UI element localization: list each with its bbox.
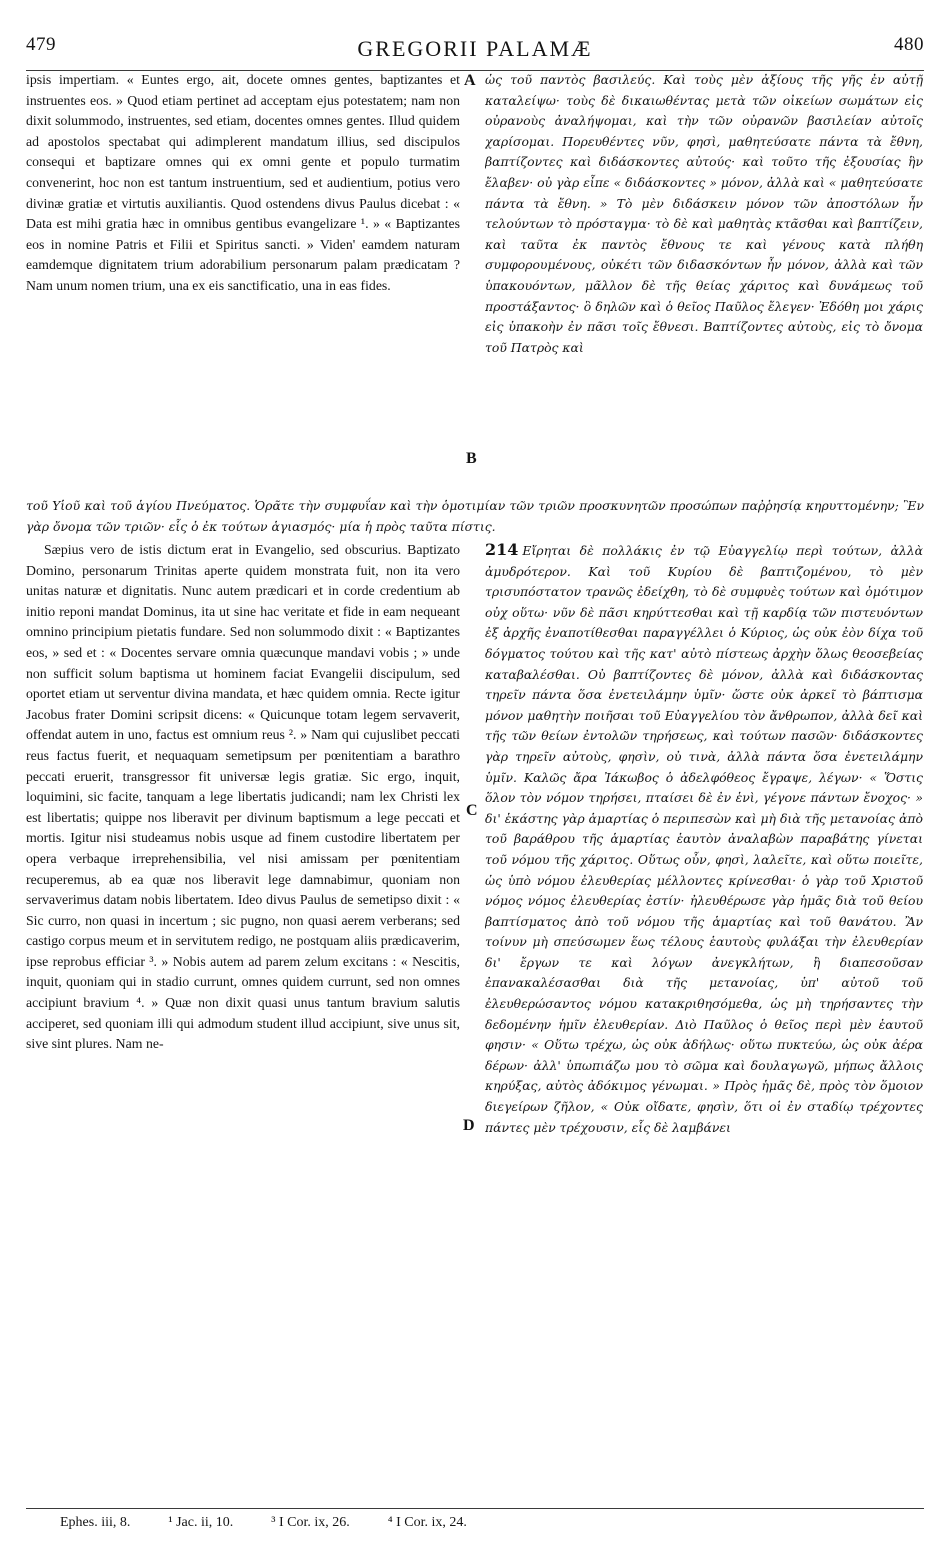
greek-paragraph-2-text: Εἴρηται δὲ πολλάκις ἐν τῷ Εὐαγγελίῳ περὶ τούτων, ἀλλὰ ἀμυδρότερον. Καὶ τοῦ Κυρίου δὲ βαπτιζομένου, τὸ μὲν τρισυπόστατον τρανῶς ἐδείχθη, τὸ δὲ συμφυὲς τούτων καὶ ὁμότιμον οὐχ οὕτω· νῦν δὲ πᾶσι κηρύττεσθαι καὶ τῇ καρδίᾳ τῶν πιστευόντων ἐξ ἀρχῆς ἐναποτίθεσθαι παραγγέλλει ὁ Κύριος, ὡς οὐκ ἐὸν δίχα τοῦ δόγματος τούτου καὶ τῆς κατ' αὐτὸ πίστεως ἀρχὴν ὅλως θεοσεβείας καταβαλέσθαι. Οὐ βαπτίζοντες δὲ μόνον, ἀλλὰ καὶ διδάσκοντας τηρεῖν πάντα ὅσα ἐνετειλάμην ὑμῖν· ὥστε οὐκ ἀρκεῖ τὸ βάπτισμα μόνον μαθητὴν ποιῆσαι τοῦ Εὐαγγελίου τὸν ἄνθρωπον, ἀλλὰ δεῖ καὶ τῆς τῶν θείων ἐντολῶν τηρήσεως, καὶ τούτων πασῶν· διδάσκοντες γὰρ τηρεῖν αὐτοὺς, φησὶν, οὐ τινὰ, ἀλλὰ πάντα ὅσα ἐνετειλάμην ὑμῖν. Καλῶς ἄρα Ἰάκωβος ὁ ἀδελφόθεος ἔγραψε, λέγων· « Ὅστις ὅλον τὸν νόμον τηρήσει, πταίσει δὲ ἐν ἑνὶ, γέγονε πάντων ἔνοχος· » δι' ἑκάστης γὰρ ἁμαρτίας ὁ περιπεσὼν καὶ μὴ διὰ τῆς μετανοίας ἀπὸ τοῦ βαράθρου τῆς ἁμαρτίας ἑαυτὸν ἀναλαβὼν παραβάτης γίνεται τοῦ νόμου τῆς χάριτος. Οὕτως οὖν, φησὶ, λαλεῖτε, καὶ οὕτω ποιεῖτε, ὡς ὑπὸ νόμου ἐλευθερίας μέλλοντες κρίνεσθαι· ὁ γὰρ τοῦ Χριστοῦ νόμος νόμος ἐλευθερίας ἐστίν· ἠλευθέρωσε γὰρ ἡμᾶς διὰ τοῦ θείου βαπτίσματος ἀπὸ τοῦ νόμου τῆς ἁμαρτίας καὶ τοῦ θανάτου. Ἂν τοίνυν μὴ σπεύσωμεν ἕως τέλους ἑαυτοὺς φυλάξαι τὴν ἐλευθερίαν δι' ἔργων τε καὶ λόγων ἀνεγκλήτων, ἢ διαπεσοῦσαν ἐπανακαλέσασθαι διὰ τῆς μετανοίας, ὑπ' αὐτοῦ τοῦ ἐλευθερώσαντος νόμου κατακριθησόμεθα, ὡς μὴ τηρήσαντες τὴν δεδομένην ἡμῖν ἐλευθερίαν. Διὸ Παῦλος ὁ θεῖος περὶ μὲν ἑαυτοῦ φησιν· « Οὕτω τρέχω, ὡς οὐκ ἀδήλως· οὕτω πυκτεύω, ὡς οὐκ ἀέρα δέρων· ἀλλ' ὑπωπιάζω μου τὸ σῶμα καὶ δουλαγωγῶ, μήπως ἄλλοις κηρύξας, αὐτὸς ἀδόκιμος γένωμαι. » Πρὸς ἡμᾶς δὲ, πρὸς τὸν ὅμοιον διεγείρων ζῆλον, « Οὐκ οἴδατε, φησὶν, ὅτι οἱ ἐν σταδίῳ τρέχοντες πάντες μὲν τρέχουσιν, εἷς δὲ λαμβάνει: [485, 543, 923, 1135]
latin-column: [26, 70, 460, 496]
latin-paragraph-1: ipsis impertiam. « Euntes ergo, ait, docete omnes gentes, baptizantes et instruentes eos. » Quod etiam pertinet ad acceptam ejus potestatem; nam non dixit solummodo, instruentes, sed etiam, docentes omnes gentes. Illud quidem ad apostolos spectabat qui adimplerent mandatum illius, sed discipulos consequi et baptizare omnes qui ex omni gente et populo turmatim convenerint, hoc non est tantum instruentium, sed et audientium, potius vero divinæ gratiæ et virtutis auxiliantis. Quod ostendens divus Paulus dicebat : « Data est mihi gratia hæc in omnibus gentibus evangelizare ¹. » « Baptizantes eos in nomine Patris et Filii et Spiritus sancti. » Viden' eamdem naturam eamdemque dignitatem trium adorabilium personarum palam prædicatam ? Nam unum nomen trium, una ex eis sanctificatio, una in eas fides.: [26, 72, 460, 293]
section-number: 214: [485, 540, 519, 559]
footnote-2: ¹ Jac. ii, 10.: [168, 1515, 234, 1530]
page-number-left: 479: [26, 34, 56, 55]
footnote-4: ⁴ I Cor. ix, 24.: [387, 1515, 467, 1530]
footnote-1: Ephes. iii, 8.: [60, 1515, 131, 1530]
greek-column-lower: [485, 540, 923, 1500]
greek-paragraph-2: [485, 540, 923, 1138]
running-title: GREGORII PALAMÆ: [357, 36, 593, 61]
margin-letter-c: C: [466, 802, 478, 819]
latin-paragraph-2: Sæpius vero de istis dictum erat in Evangelio, sed obscurius. Baptizato Domino, personarum Trinitas aperte quidem monstrata fuit, non ita vero unitas naturæ et dignitatis. Nunc autem prædicari et in corde credentium ab initio reponi mandat Dominus, ita ut sine hac veritate et fide in eam nequeant omnino principium pietatis fundare. Sed non solummodo dixit : « Baptizantes eos, » sed et : « Docentes servare omnia quæcunque mandavi vobis ; » unde non sufficit solum baptisma ut hominem faciat Evangelii discipulum, sed oportet etiam ut serventur divina mandata, et hæc quidem omnia. Recte igitur Jacobus frater Domini scripsit dicens: « Quicunque totam legem servaverit, offendat autem in uno, factus est omnium reus ². » Nam qui cujuslibet peccati reus factus fuerit, et nequaquam semetipsum per pœnitentiam a barathro peccati eruerit, transgressor fit universæ legis gratiæ. Sic ergo, inquit, loquimini, sic facite, tanquam a lege libertatis judicandi; nam lex Christi lex est libertatis; quippe nos liberavit per divinum baptismum a lege peccati et mortis. Igitur nisi studeamus nobis usque ad finem custodire libertatem per opera verbaque irreprehensibilia, vel nisi amissam per pœnitentiam recuperemus, ab ea quæ nos liberavit lege damnabimur, quoniam non servaverimus datam nobis libertatem. Ideo divus Paulus de semetipso dixit : « Sic curro, non quasi in incertum ; sic pugno, non quasi aerem verberans; sed castigo corpus meum et in servitutem redigo, ne postquam aliis prædicaverim, ipse reprobus efficiar ³. » Nobis autem ad parem zelum excitans : « Nescitis, inquit, quoniam qui in stadio currunt, omnes quidem currunt, sed non omnes accipiunt bravium ⁴. » Quæ non dixit quasi unus tantum bravium salutis acciperet, sed quoniam illi qui admodum student illud accipiunt, sive unus sit, sive sint plures. Nam ne-: [26, 542, 460, 1052]
margin-letter-a: A: [464, 72, 476, 89]
greek-paragraph-1: ὡς τοῦ παντὸς βασιλεύς. Καὶ τοὺς μὲν ἀξίους τῆς γῆς ἐν αὐτῇ καταλείψω· τοὺς δὲ δικαιωθέντας μετὰ τῶν οἰκείων σωμάτων εἰς οὐρανοὺς ἀναλήψομαι, καὶ τὴν τῶν οὐρανῶν βασιλείαν αὐτοῖς χαρίσομαι. Πορευθέντες νῦν, φησὶ, μαθητεύσατε πάντα τὰ ἔθνη, βαπτίζοντες καὶ διδάσκοντες αὐτούς· καὶ τοῦτο τῆς ἐξουσίας ἣν ἔλαβεν· οὐ γὰρ εἶπε « διδάσκοντες » μόνον, ἀλλὰ καὶ « μαθητεύσατε πάντα τὰ ἔθνη. » Τὸ μὲν διδάσκειν μόνον τῶν ἀποστόλων ἦν τελούντων τὸ πρόσταγμα· τὸ δὲ καὶ μαθητὰς κτᾶσθαι καὶ βαπτίζειν, καὶ ταῦτα ἐκ παντὸς ἔθνους τε καὶ γένους κατὰ πλήθη συμφορουμένους, οὐκέτι τῶν διδασκόντων ἦν μόνον, ἀλλὰ καὶ τῶν ὑπακουόντων, μᾶλλον δὲ τῆς θείας χάριτος καὶ δυνάμεως τοῦ προστάξαντος· ὃ δηλῶν καὶ ὁ θεῖος Παῦλος ἔλεγεν· Ἐδόθη μοι χάρις εἰς ὑπακοὴν ἐν πᾶσι τοῖς ἔθνεσι. Βαπτίζοντες αὐτοὺς, εἰς τὸ ὄνομα τοῦ Πατρὸς καὶ: [485, 72, 923, 355]
margin-letter-b: B: [466, 450, 477, 467]
margin-letter-d: D: [463, 1117, 475, 1134]
running-header: [26, 34, 924, 71]
footnote-3: ³ I Cor. ix, 26.: [271, 1515, 350, 1530]
greek-column-top: [485, 70, 923, 496]
latin-column-lower: [26, 540, 460, 1500]
footnotes: [26, 1508, 924, 1531]
greek-spanning-line: τοῦ Υἱοῦ καὶ τοῦ ἁγίου Πνεύματος. Ὁρᾶτε τὴν συμφυΐαν καὶ τὴν ὁμοτιμίαν τῶν τριῶν προσκυνητῶν προσώπων παῤῥησίᾳ κηρυττομένην; Ἓν γὰρ ὄνομα τῶν τριῶν· εἷς ὁ ἐκ τούτων ἁγιασμός· μία ἡ πρὸς ταῦτα πίστις.: [26, 498, 924, 534]
page-number-right: 480: [894, 34, 924, 55]
